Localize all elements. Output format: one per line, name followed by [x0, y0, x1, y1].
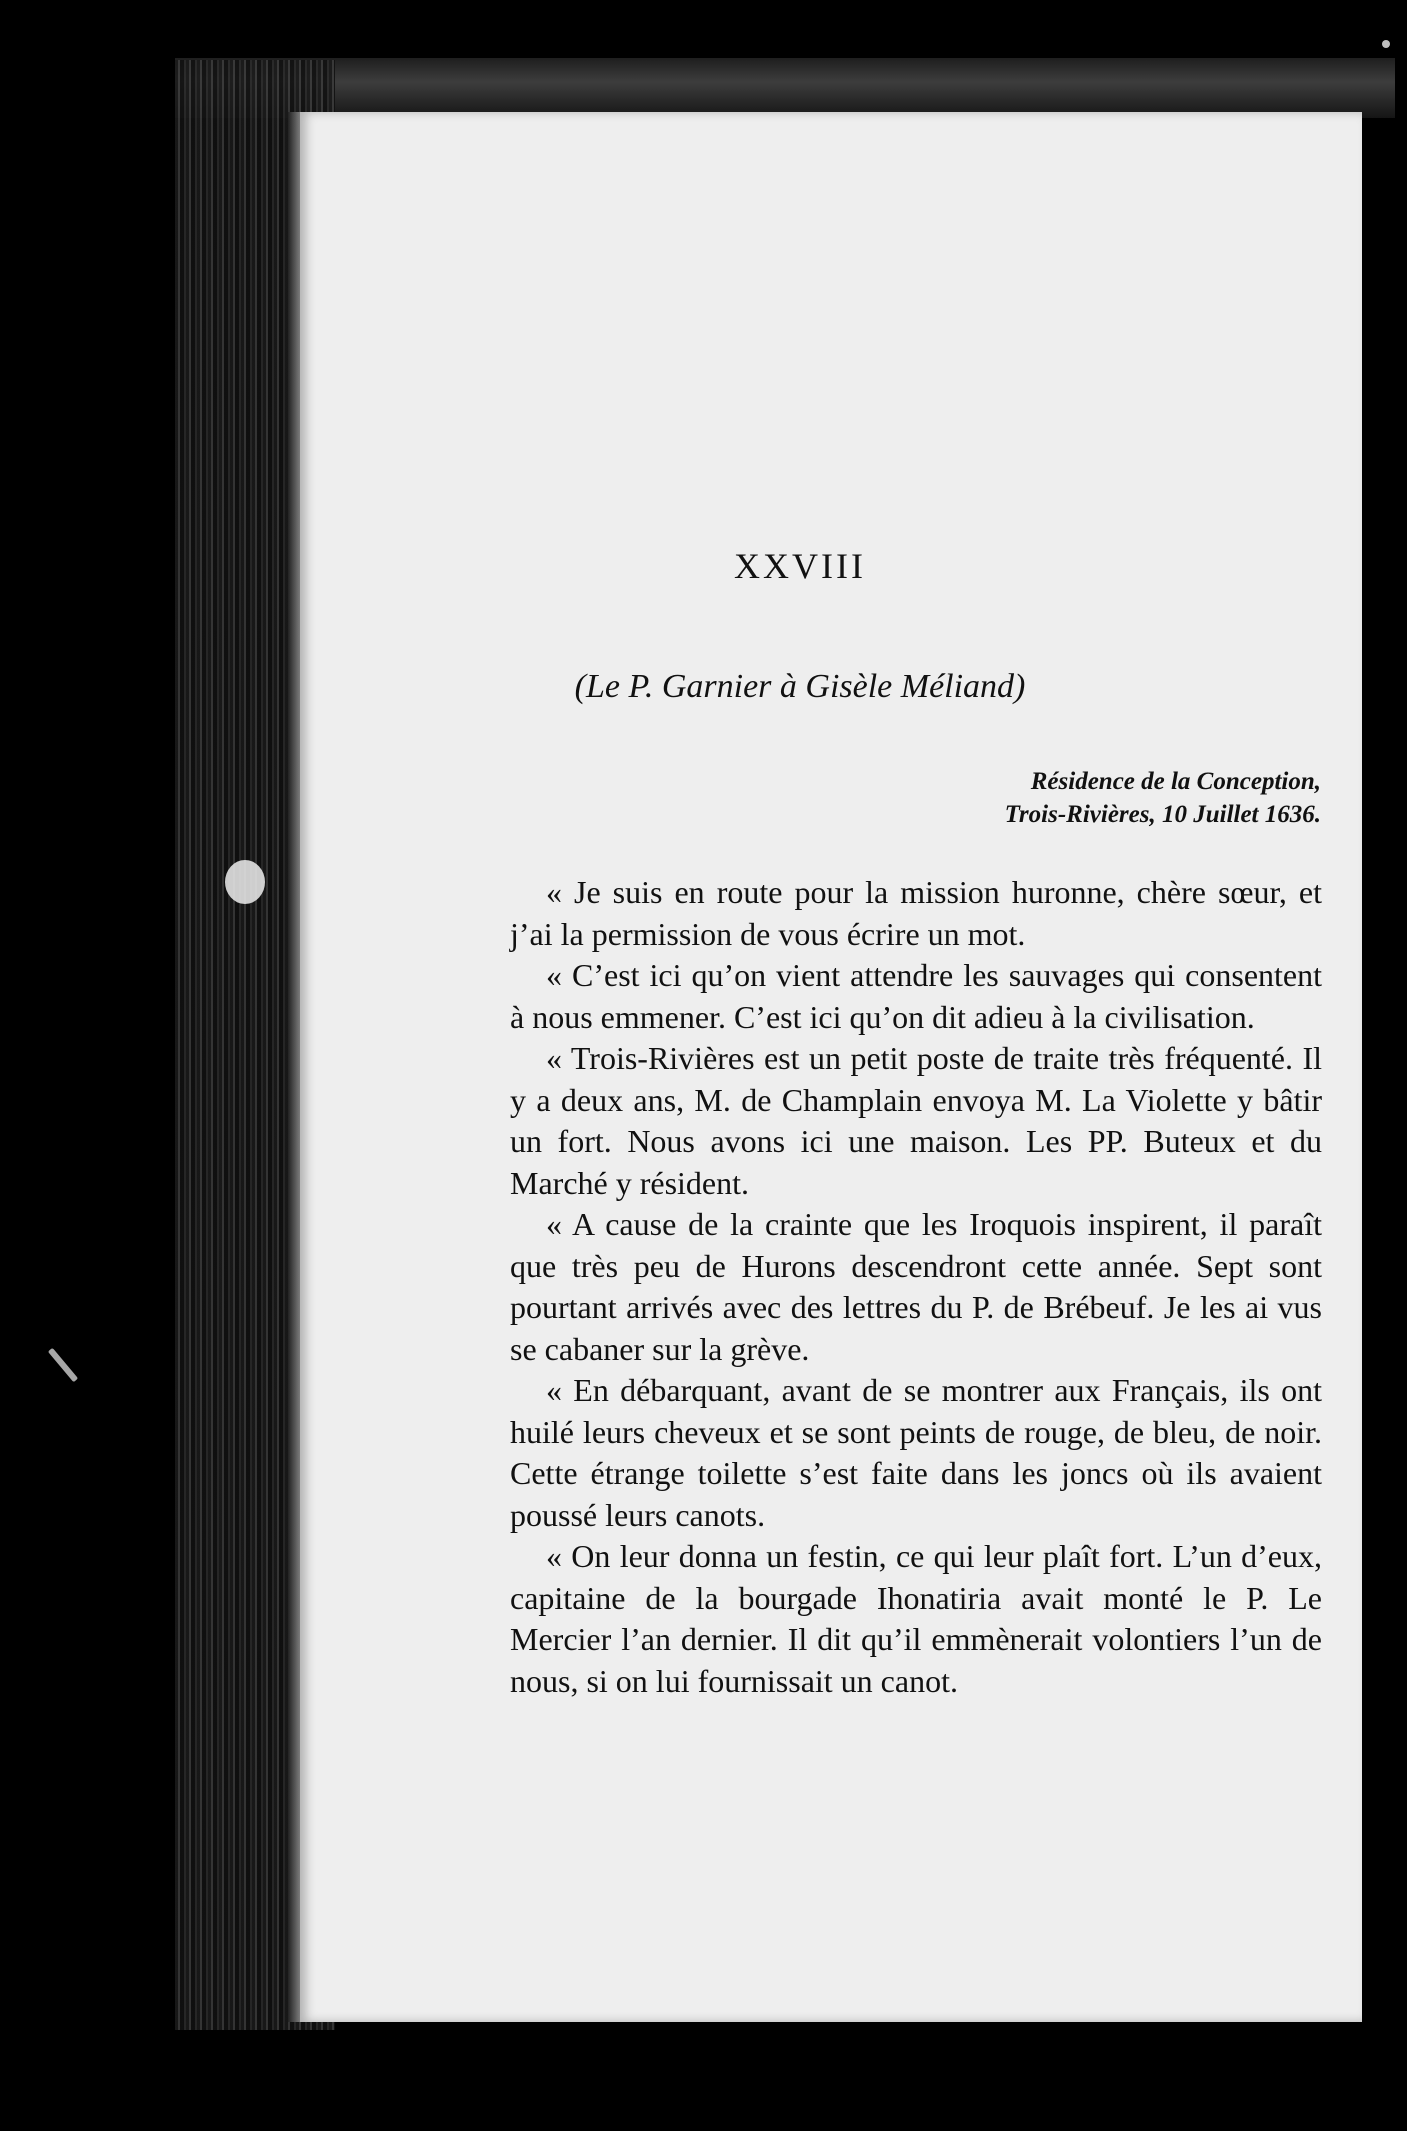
letter-place-line: Résidence de la Conception,: [1030, 768, 1321, 795]
scan-speck: [1382, 40, 1390, 48]
chapter-number: XXVIII: [734, 546, 866, 586]
paragraph: « A cause de la crainte que les Iroquois inspirent, il paraît que très peu de Hurons descendront cette année. Sept sont pourtant arrivés avec des lettres du P. de Brébeuf. Je les ai vus se cabaner sur la grève.: [510, 1206, 1322, 1367]
scan-speck: [48, 1348, 78, 1382]
paragraph: « C’est ici qu’on vient attendre les sauvages qui consentent à nous emmener. C’est ici qu’on dit adieu à la civilisation.: [510, 957, 1322, 1035]
scan-speck: [225, 860, 265, 904]
paragraph: « On leur donna un festin, ce qui leur plaît fort. L’un d’eux, capitaine de la bourgade Ihonatiria avait monté le P. Le Mercier l’an dernier. Il dit qu’il emmènerait volontiers l’un de nous, si on lui fournissait un canot.: [510, 1538, 1322, 1699]
letter-date-line: Trois-Rivières, 10 Juillet 1636.: [1004, 801, 1321, 828]
paragraph: « Trois-Rivières est un petit poste de traite très fréquenté. Il y a deux ans, M. de Champlain envoya M. La Violette y bâtir un fort. Nous avons ici une maison. Les PP. Buteux et du Marché y résident.: [510, 1040, 1322, 1201]
book-top-edge: [175, 58, 1395, 118]
letter-header: [1005, 765, 1321, 831]
paragraph: « Je suis en route pour la mission huronne, chère sœur, et j’ai la permission de vous écrire un mot.: [510, 874, 1322, 952]
letter-body: [510, 872, 1322, 1702]
paragraph: « En débarquant, avant de se montrer aux Français, ils ont huilé leurs cheveux et se sont peints de rouge, de bleu, de noir. Cette étrange toilette s’est faite dans les joncs où ils avaient poussé leurs canots.: [510, 1372, 1322, 1533]
chapter-title: (Le P. Garnier à Gisèle Méliand): [574, 668, 1026, 705]
